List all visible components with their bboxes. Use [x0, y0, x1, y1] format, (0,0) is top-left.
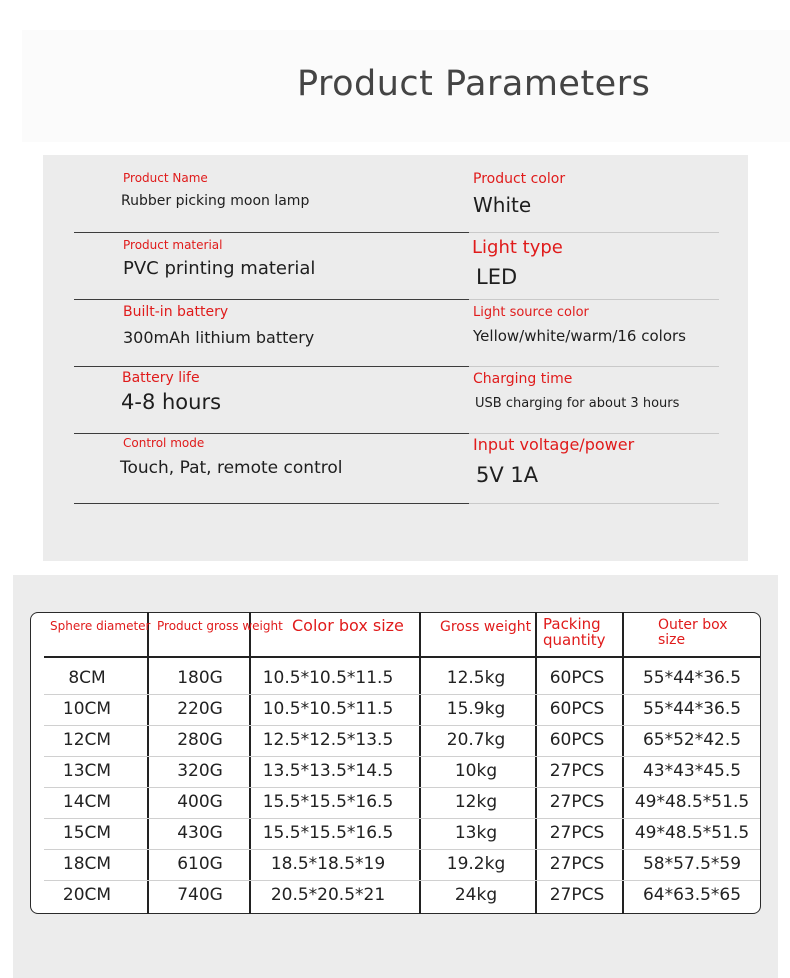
table-row-line [44, 849, 760, 850]
param-value-battery-life: 4-8 hours [121, 390, 222, 414]
table-row-line [44, 694, 760, 695]
table-header-product-gross-weight: Product gross weight [157, 619, 283, 633]
param-label-product-material: Product material [123, 238, 223, 252]
table-row-line [44, 756, 760, 757]
param-value-charging-time: USB charging for about 3 hours [475, 396, 680, 411]
table-header-packing-quantity: Packing quantity [543, 615, 606, 649]
param-label-input-voltage: Input voltage/power [473, 435, 635, 454]
divider-line [74, 232, 469, 233]
param-label-built-in-battery: Built-in battery [123, 304, 229, 320]
divider-line [74, 299, 469, 300]
table-row-line [44, 787, 760, 788]
table-header-color-box-size: Color box size [292, 616, 404, 635]
parameters-panel [43, 155, 748, 561]
divider-line [469, 232, 719, 233]
divider-line [74, 366, 469, 367]
param-label-product-name: Product Name [123, 171, 208, 185]
table-header-sphere-diameter: Sphere diameter [50, 619, 151, 633]
divider-line [469, 433, 719, 434]
param-value-built-in-battery: 300mAh lithium battery [123, 328, 315, 347]
table-header-underline [44, 656, 760, 658]
table-header-gross-weight: Gross weight [440, 619, 532, 635]
param-value-product-material: PVC printing material [123, 258, 316, 279]
table-header-outer-box-size: Outer box size [658, 617, 728, 648]
page-title: Product Parameters [297, 64, 651, 104]
param-label-charging-time: Charging time [473, 371, 573, 387]
param-value-light-source-color: Yellow/white/warm/16 colors [473, 327, 686, 345]
divider-line [74, 503, 469, 504]
param-label-product-color: Product color [473, 171, 566, 187]
param-value-product-name: Rubber picking moon lamp [121, 193, 310, 209]
table-row-line [44, 818, 760, 819]
param-value-light-type: LED [476, 265, 518, 289]
param-value-input-voltage: 5V 1A [476, 463, 539, 487]
divider-line [469, 299, 719, 300]
table-row-line [44, 725, 760, 726]
divider-line [74, 433, 469, 434]
param-value-product-color: White [473, 193, 532, 217]
table-row-line [44, 880, 760, 881]
param-label-light-type: Light type [472, 237, 563, 258]
divider-line [469, 366, 719, 367]
param-value-control-mode: Touch, Pat, remote control [120, 458, 343, 478]
param-label-control-mode: Control mode [123, 436, 205, 450]
param-label-light-source-color: Light source color [473, 305, 589, 320]
param-label-battery-life: Battery life [122, 370, 200, 386]
divider-line [469, 503, 719, 504]
